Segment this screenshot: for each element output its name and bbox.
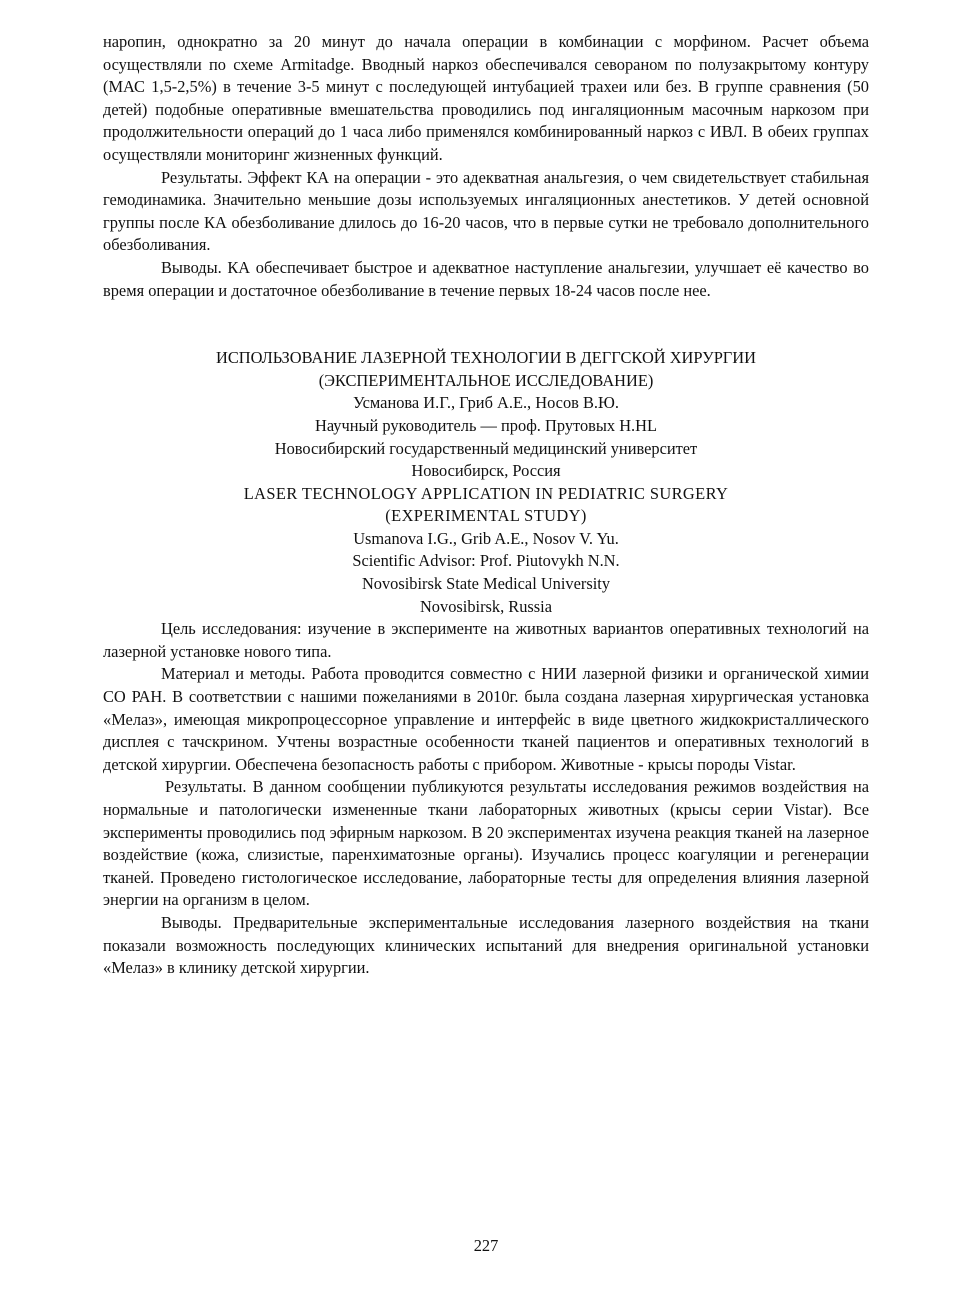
page-content (103, 31, 869, 980)
article-title-en-line2: (EXPERIMENTAL STUDY) (385, 506, 587, 526)
advisor-en: Scientific Advisor: Prof. Piutovykh N.N. (352, 551, 620, 571)
page-number: 227 (473, 1236, 499, 1255)
institution-ru: Новосибирский государственный медицинский университет (274, 438, 698, 458)
article-title-en-line1: LASER TECHNOLOGY APPLICATION IN PEDIATRIC SURGERY (243, 483, 729, 503)
city-ru: Новосибирск, Россия (411, 461, 561, 481)
city-en: Novosibirsk, Russia (419, 596, 553, 616)
article-title-ru-line2: (ЭКСПЕРИМЕНТАЛЬНОЕ ИССЛЕДОВАНИЕ) (318, 370, 654, 390)
advisor-ru: Научный руководитель — проф. Прутовых H.HL (315, 415, 657, 435)
institution-en: Novosibirsk State Medical University (361, 574, 611, 594)
intro-paragraph-results: Результаты. Эффект КА на операции - это адекватная анальгезия, о чем свидетельствует стабильная гемодинамика. Значительно меньшие дозы используемых ингаляционных анестетиков. У детей основной группы после КА обезболивание длилось до 16-20 часов, что в первые сутки не требовало дополнительного обезболивания. (103, 167, 869, 255)
article-aim: Цель исследования: изучение в эксперименте на животных вариантов оперативных технологий на лазерной установке нового типа. (103, 619, 869, 661)
article-title-ru-line1: ИСПОЛЬЗОВАНИЕ ЛАЗЕРНОЙ ТЕХНОЛОГИИ В ДЕГГСКОЙ ХИРУРГИИ (216, 348, 756, 368)
intro-paragraph-methods: наропин, однократно за 20 минут до начала операции в комбинации с морфином. Расчет объема осуществляли по схеме Armitadge. Вводный наркоз обеспечивался севораном по полузакрытому контуру (МАС 1,5-2,5%) в течение 3-5 минут с последующей интубацией трахеи или без. В группе сравнения (50 детей) подобные оперативные вмешательства проводились под ингаляционным масочным наркозом при продолжительности операций до 1 часа либо применялся комбинированный наркоз с ИВЛ. В обеих группах осуществляли мониторинг жизненных функций. (103, 32, 869, 164)
article-header (103, 347, 869, 618)
article-conclusions: Выводы. Предварительные экспериментальные исследования лазерного воздействия на ткани показали возможность последующих клинических испытаний для внедрения оригинальной установки «Мелаз» в клинику детской хирургии. (103, 912, 869, 978)
section-gap (103, 302, 869, 347)
authors-en: Usmanova I.G., Grib A.E., Nosov V. Yu. (353, 528, 619, 548)
intro-paragraph-conclusions: Выводы. КА обеспечивает быстрое и адекватное наступление анальгезии, улучшает её качество во время операции и достаточное обезболивание в течение первых 18-24 часов после нее. (103, 257, 869, 300)
article-methods: Материал и методы. Работа проводится совместно с НИИ лазерной физики и органической химии СО РАН. В соответствии с нашими пожеланиями в 2010г. была создана лазерная хирургическая установка «Мелаз», имеющая микропроцессорное управление и интерфейс в виде цветного жидкокристаллического дисплея с тачскрином. Учтены возрастные особенности тканей пациентов и оперативных технологий в детской хирургии. Обеспечена безопасность работы с прибором. Животные - крысы породы Vistar. (103, 664, 869, 774)
article-results: Результаты. В данном сообщении публикуются результаты исследования режимов воздействия на нормальные и патологически измененные ткани лабораторных животных (крысы серии Vistar). Все эксперименты проводились под эфирным наркозом. В 20 экспериментах изучена реакция тканей на лазерное воздействие (кожа, слизистые, паренхиматозные органы). Изучались процесс коагуляции и регенерации тканей. Проведено гистологическое исследование, лабораторные тесты для определения влияния лазерной энергии на организм в целом. (103, 777, 869, 910)
authors-ru: Усманова И.Г., Гриб А.Е., Носов В.Ю. (353, 393, 619, 413)
